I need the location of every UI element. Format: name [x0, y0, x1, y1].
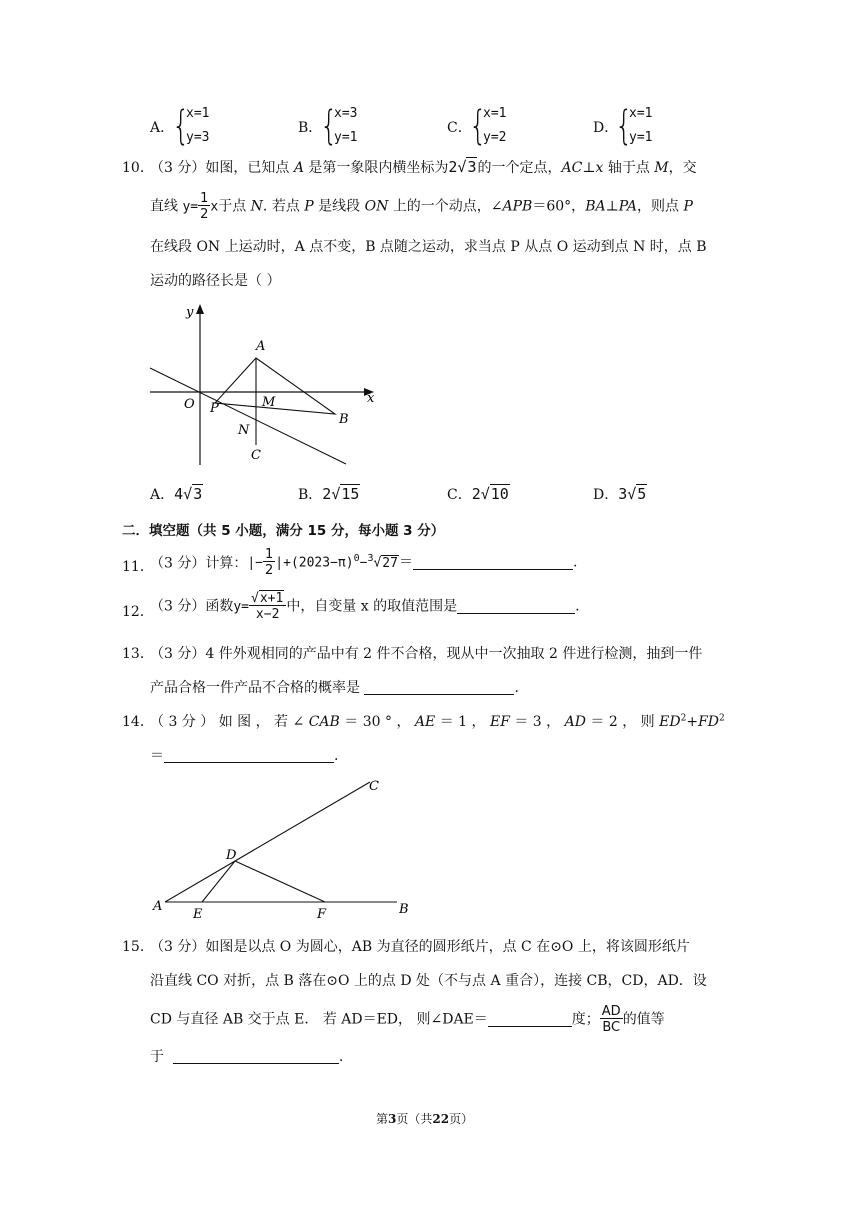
total-pages: 22 — [432, 1112, 450, 1126]
q12-line: （3 分）函数y= $\frac{√x+1}{x-2}$ 中，自变量 x 的取值范围是 . — [150, 591, 580, 622]
q10-number: 10． — [122, 160, 154, 176]
point-b-label: B — [339, 412, 349, 427]
point-m-label: M — [262, 395, 276, 410]
q13-answer-blank[interactable] — [364, 680, 514, 695]
q10-line-2: 直线 y= $\frac{1}{2}$ x于点 N. 若点 P 是线段 ON 上的一个动点，∠APB＝60°，BA⊥PA，则点 P — [150, 191, 693, 222]
q15-line-2: 沿直线 CO 对折，点 B 落在⊙O 上的点 D 处（不与点 A 重合），连接 CB，CD，AD．设 — [150, 973, 707, 989]
q10-line-1: （3 分）如图，已知点 A 是第一象限内横坐标为2√3的一个定点，AC⊥x 轴于点 M，交 — [150, 158, 697, 176]
q12-number: 12． — [122, 604, 154, 620]
brace-icon: { — [172, 103, 190, 149]
section-heading: 二．填空题（共 5 小题，满分 15 分，每小题 3 分） — [122, 523, 445, 539]
brace-icon: { — [615, 103, 633, 149]
q11-answer-blank[interactable] — [413, 555, 573, 570]
q15-line-1: （3 分）如图是以点 O 为圆心，AB 为直径的圆形纸片，点 C 在⊙O 上，将该圆形纸片 — [150, 939, 690, 955]
point-p-label: P — [210, 401, 219, 416]
point-n-label: N — [238, 423, 250, 438]
q15-answer-blank-1[interactable] — [488, 1012, 572, 1027]
page-footer: 第3页（共22页） — [376, 1112, 474, 1126]
q10-option-c: C．2√10 — [447, 485, 509, 503]
axis-y-label: y — [186, 305, 194, 320]
q14-line-2: ＝ . — [150, 748, 339, 764]
q10-option-d: D．3√5 — [593, 485, 647, 503]
q14-figure — [145, 770, 425, 922]
point-d-label: D — [226, 848, 237, 863]
q15-line-4: 于 . — [150, 1049, 344, 1065]
current-page: 3 — [388, 1112, 397, 1126]
q13-number: 13． — [122, 646, 154, 662]
point-c-label: C — [251, 448, 261, 463]
q10-option-a: A．4√3 — [150, 485, 203, 503]
q13-line-1: （3 分）4 件外观相同的产品中有 2 件不合格，现从中一次抽取 2 件进行检测，抽到一件 — [150, 646, 703, 662]
point-f-label: F — [317, 907, 327, 922]
q14-line-1: （ 3 分 ） 如 图 ， 若 ∠ CAB ＝ 30 ° ， AE ＝ 1 ， EF ＝ 3 ， AD ＝ 2 ， 则 $ED^2+FD^2$ — [150, 713, 725, 730]
axis-x-label: x — [367, 391, 375, 406]
point-a-label: A — [153, 899, 163, 914]
q14-number: 14． — [122, 714, 154, 730]
q10-figure — [140, 300, 390, 470]
q11-number: 11． — [122, 559, 154, 575]
q11-line: （3 分）计算：|− $\frac{1}{2}$ $|+(2023-\pi)^0-^3√27=$ . — [150, 547, 578, 578]
q15-number: 15． — [122, 939, 154, 955]
q15-line-3: CD 与直径 AB 交于点 E． 若 AD＝ED， 则∠DAE＝ 度； $\frac{AD}{BC}$ 的值等 — [150, 1004, 665, 1035]
point-b-label: B — [399, 902, 409, 917]
q12-answer-blank[interactable] — [457, 599, 575, 614]
q15-answer-blank-2[interactable] — [173, 1049, 339, 1064]
q14-answer-blank[interactable] — [164, 748, 334, 763]
q10-line-4: 运动的路径长是（ ） — [150, 273, 281, 289]
q13-line-2: 产品合格一件产品不合格的概率是 . — [150, 680, 519, 696]
point-o-label: O — [184, 397, 195, 412]
q10-option-b: B．2√15 — [298, 485, 360, 503]
point-c-label: C — [369, 779, 379, 794]
brace-icon: { — [320, 103, 338, 149]
point-a-label: A — [256, 339, 266, 354]
brace-icon: { — [469, 103, 487, 149]
point-e-label: E — [193, 907, 203, 922]
q10-line-3: 在线段 ON 上运动时，A 点不变，B 点随之运动，求当点 P 从点 O 运动到点 N 时，点 B — [150, 239, 707, 255]
